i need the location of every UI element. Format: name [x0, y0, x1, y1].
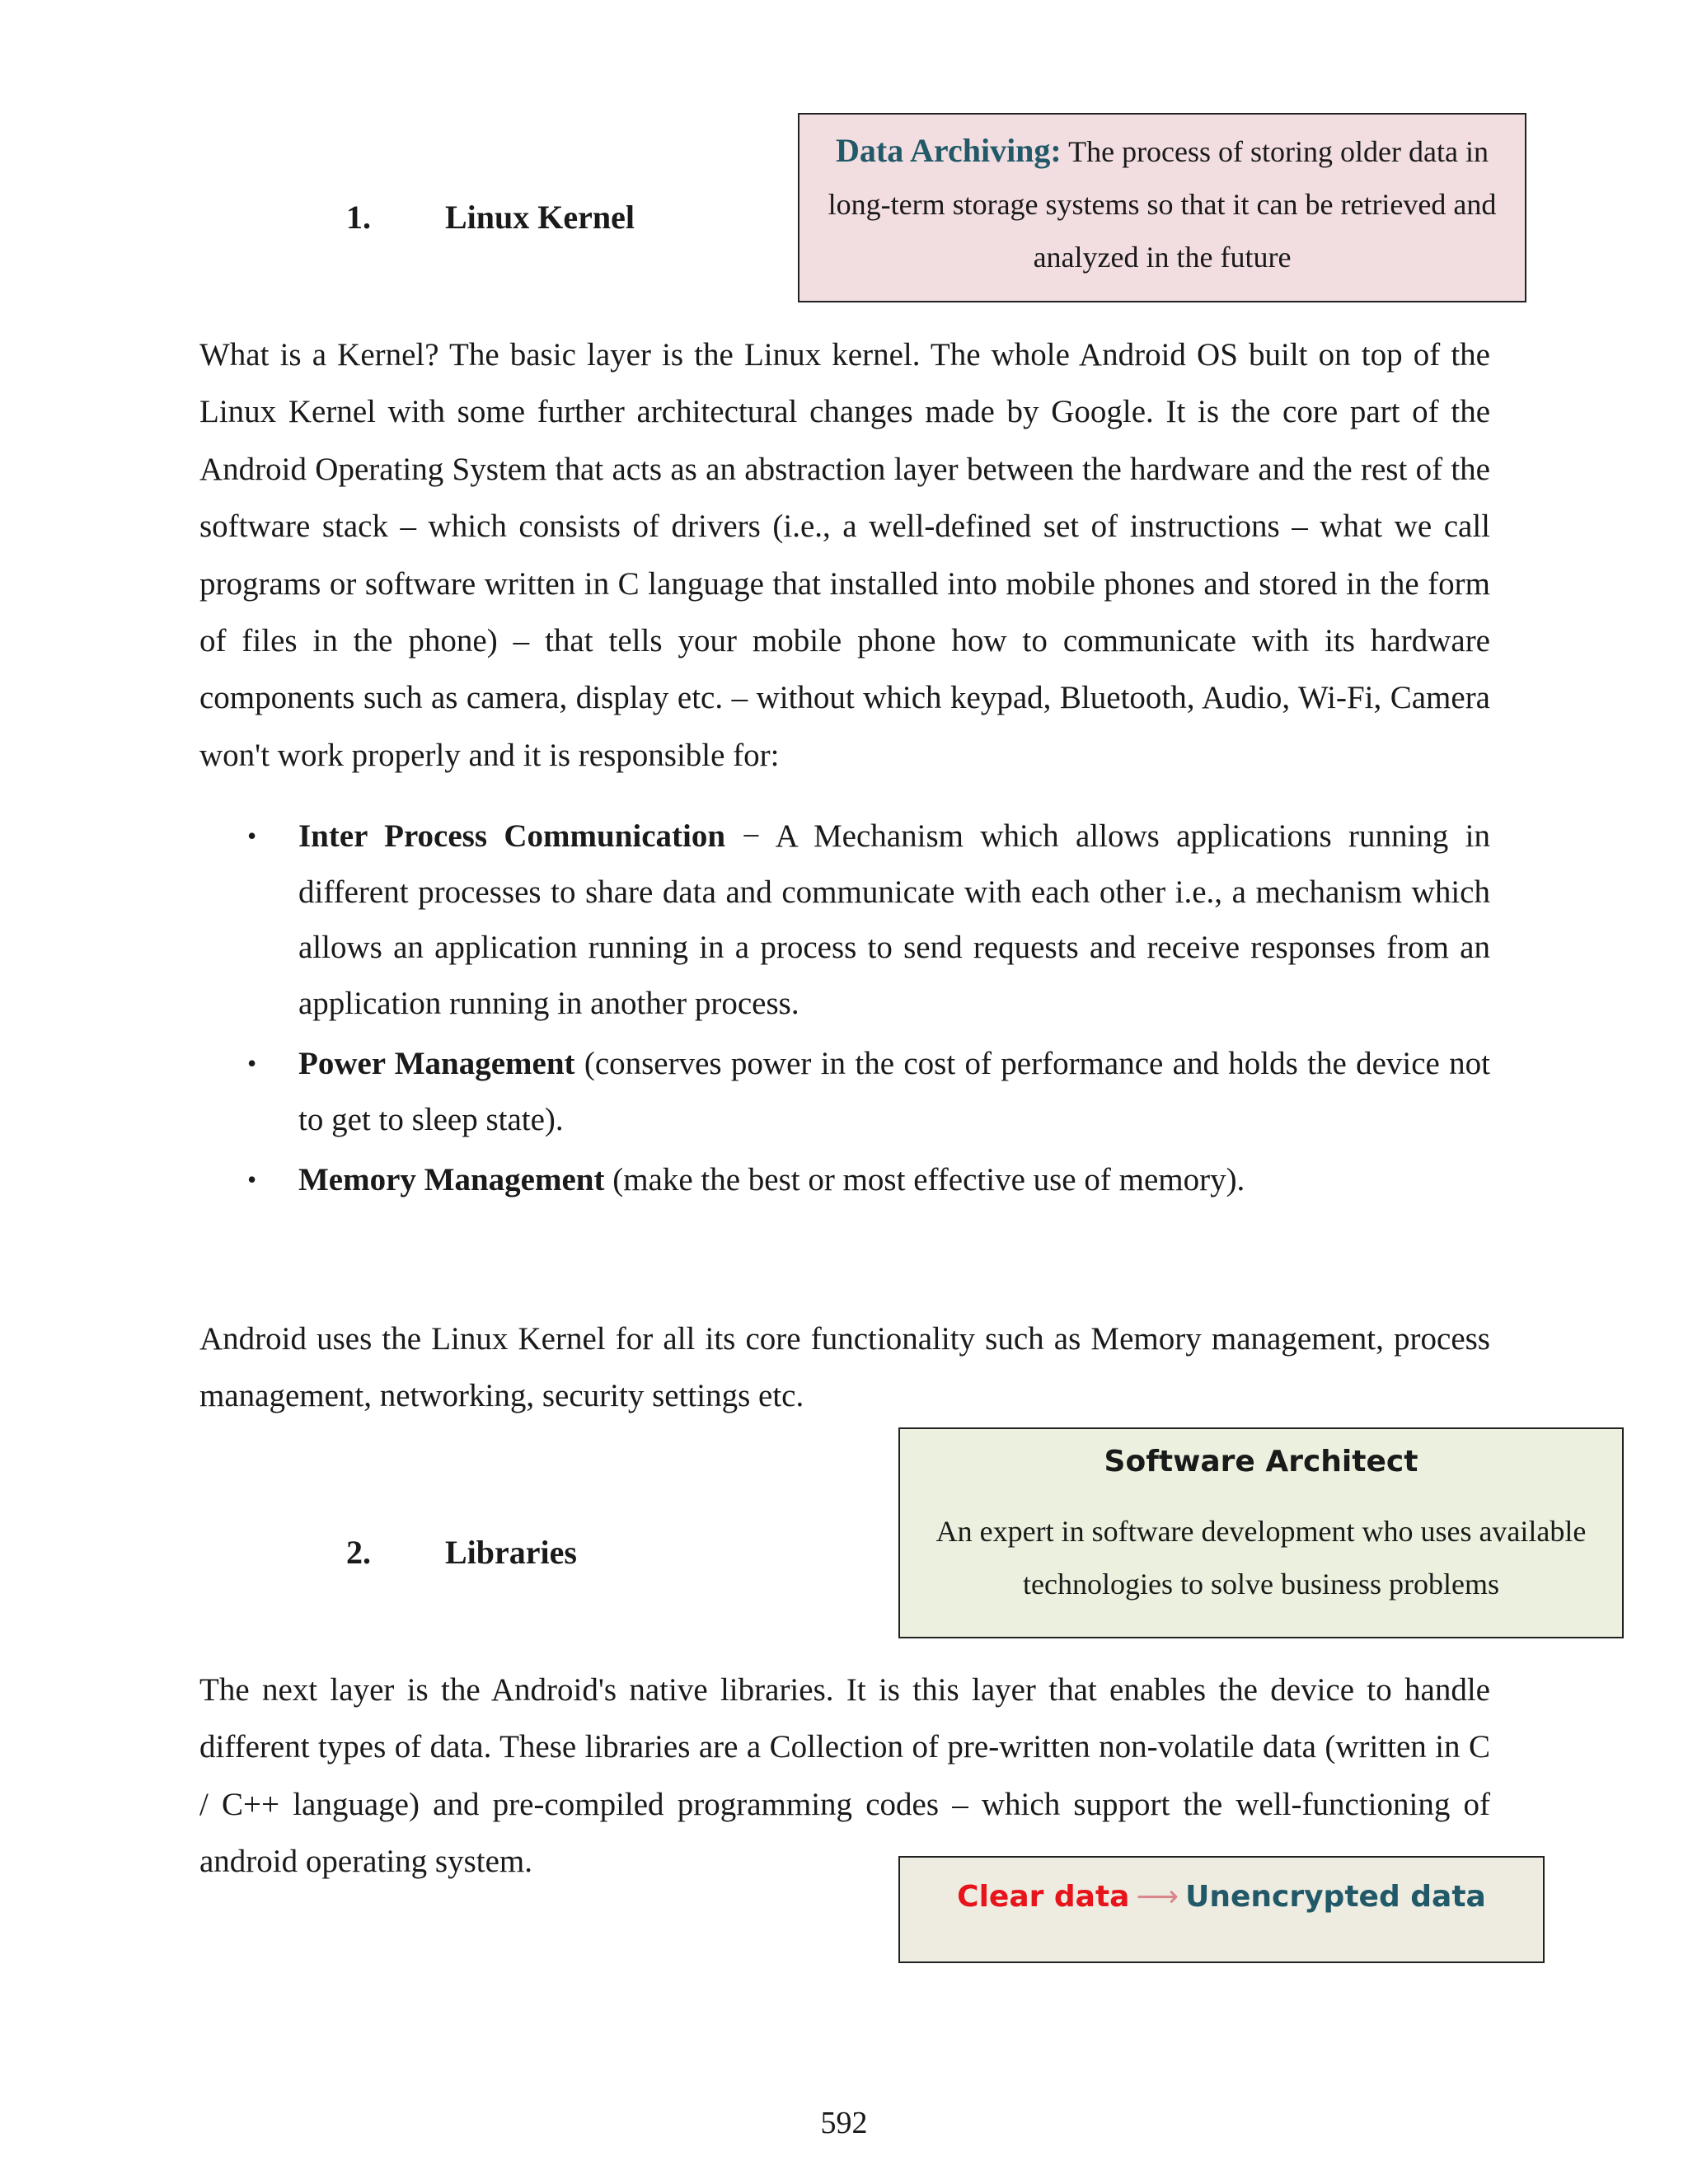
page-number: 592	[820, 2106, 868, 2140]
callout-definition: The process of storing older data in long-term storage systems so that it can be retrieved and analyzed in the future	[828, 135, 1497, 274]
list-item-term: Inter Process Communication	[298, 818, 726, 854]
kernel-closing-paragraph: Android uses the Linux Kernel for all its core functionality such as Memory management, process management, networking, security settings etc.	[199, 1321, 1490, 1414]
data-archiving-callout	[798, 113, 1526, 302]
bullet-marker: •	[247, 821, 257, 851]
section-number: 2.	[346, 1534, 371, 1571]
section-title: Linux Kernel	[445, 199, 635, 236]
list-item-text: (make the best or most effective use of memory).	[604, 1162, 1245, 1197]
right-arrow-icon: ⟶	[1136, 1880, 1179, 1914]
software-architect-callout	[898, 1427, 1624, 1638]
list-item-term: Memory Management	[298, 1162, 605, 1197]
kernel-responsibilities-list	[199, 808, 1490, 1208]
clear-data-callout	[898, 1856, 1545, 1963]
section-title: Libraries	[445, 1534, 577, 1571]
callout-definition: An expert in software development who uses available technologies to solve business problems	[935, 1515, 1587, 1601]
section-heading-linux-kernel	[346, 198, 635, 237]
list-item-text: − A Mechanism which allows applications running in different processes to share data and communicate with each other i.e., a mechanism which allows an application running in a process to send requests and receive responses from an application running in another process.	[298, 818, 1490, 1021]
libraries-paragraph: The next layer is the Android's native libraries. It is this layer that enables the device to handle different types of data. These libraries are a Collection of pre-written non-volatile data (written in C / C++ language) and pre-compiled programming codes – which support the well-functioning of android operating system.	[199, 1672, 1490, 1880]
callout-term: Data Archiving:	[836, 132, 1062, 169]
section-heading-libraries	[346, 1533, 577, 1572]
list-item-text: (conserves power in the cost of performance and holds the device not to get to sleep state).	[298, 1046, 1491, 1137]
list-item	[199, 808, 1490, 1031]
list-item	[199, 1036, 1490, 1147]
kernel-intro-paragraph: What is a Kernel? The basic layer is the Linux kernel. The whole Android OS built on top of the Linux Kernel with some further architectural changes made by Google. It is the core part of the Android Operating System that acts as an abstraction layer between the hardware and the rest of the software stack – which consists of drivers (i.e., a well-defined set of instructions – what we call programs or software written in C language that installed into mobile phones and stored in the form of files in the phone) – that tells your mobile phone how to communicate with its hardware components such as camera, display etc. – without which keypad, Bluetooth, Audio, Wi-Fi, Camera won't work properly and it is responsible for:	[199, 337, 1490, 773]
bullet-marker: •	[247, 1165, 257, 1194]
clear-data-term: Clear data	[957, 1880, 1130, 1914]
bullet-marker: •	[247, 1048, 257, 1078]
list-item-term: Power Management	[298, 1046, 575, 1081]
list-item	[199, 1152, 1490, 1208]
unencrypted-data-term: Unencrypted data	[1185, 1880, 1486, 1914]
callout-title: Software Architect	[1104, 1445, 1418, 1479]
section-number: 1.	[346, 199, 371, 236]
